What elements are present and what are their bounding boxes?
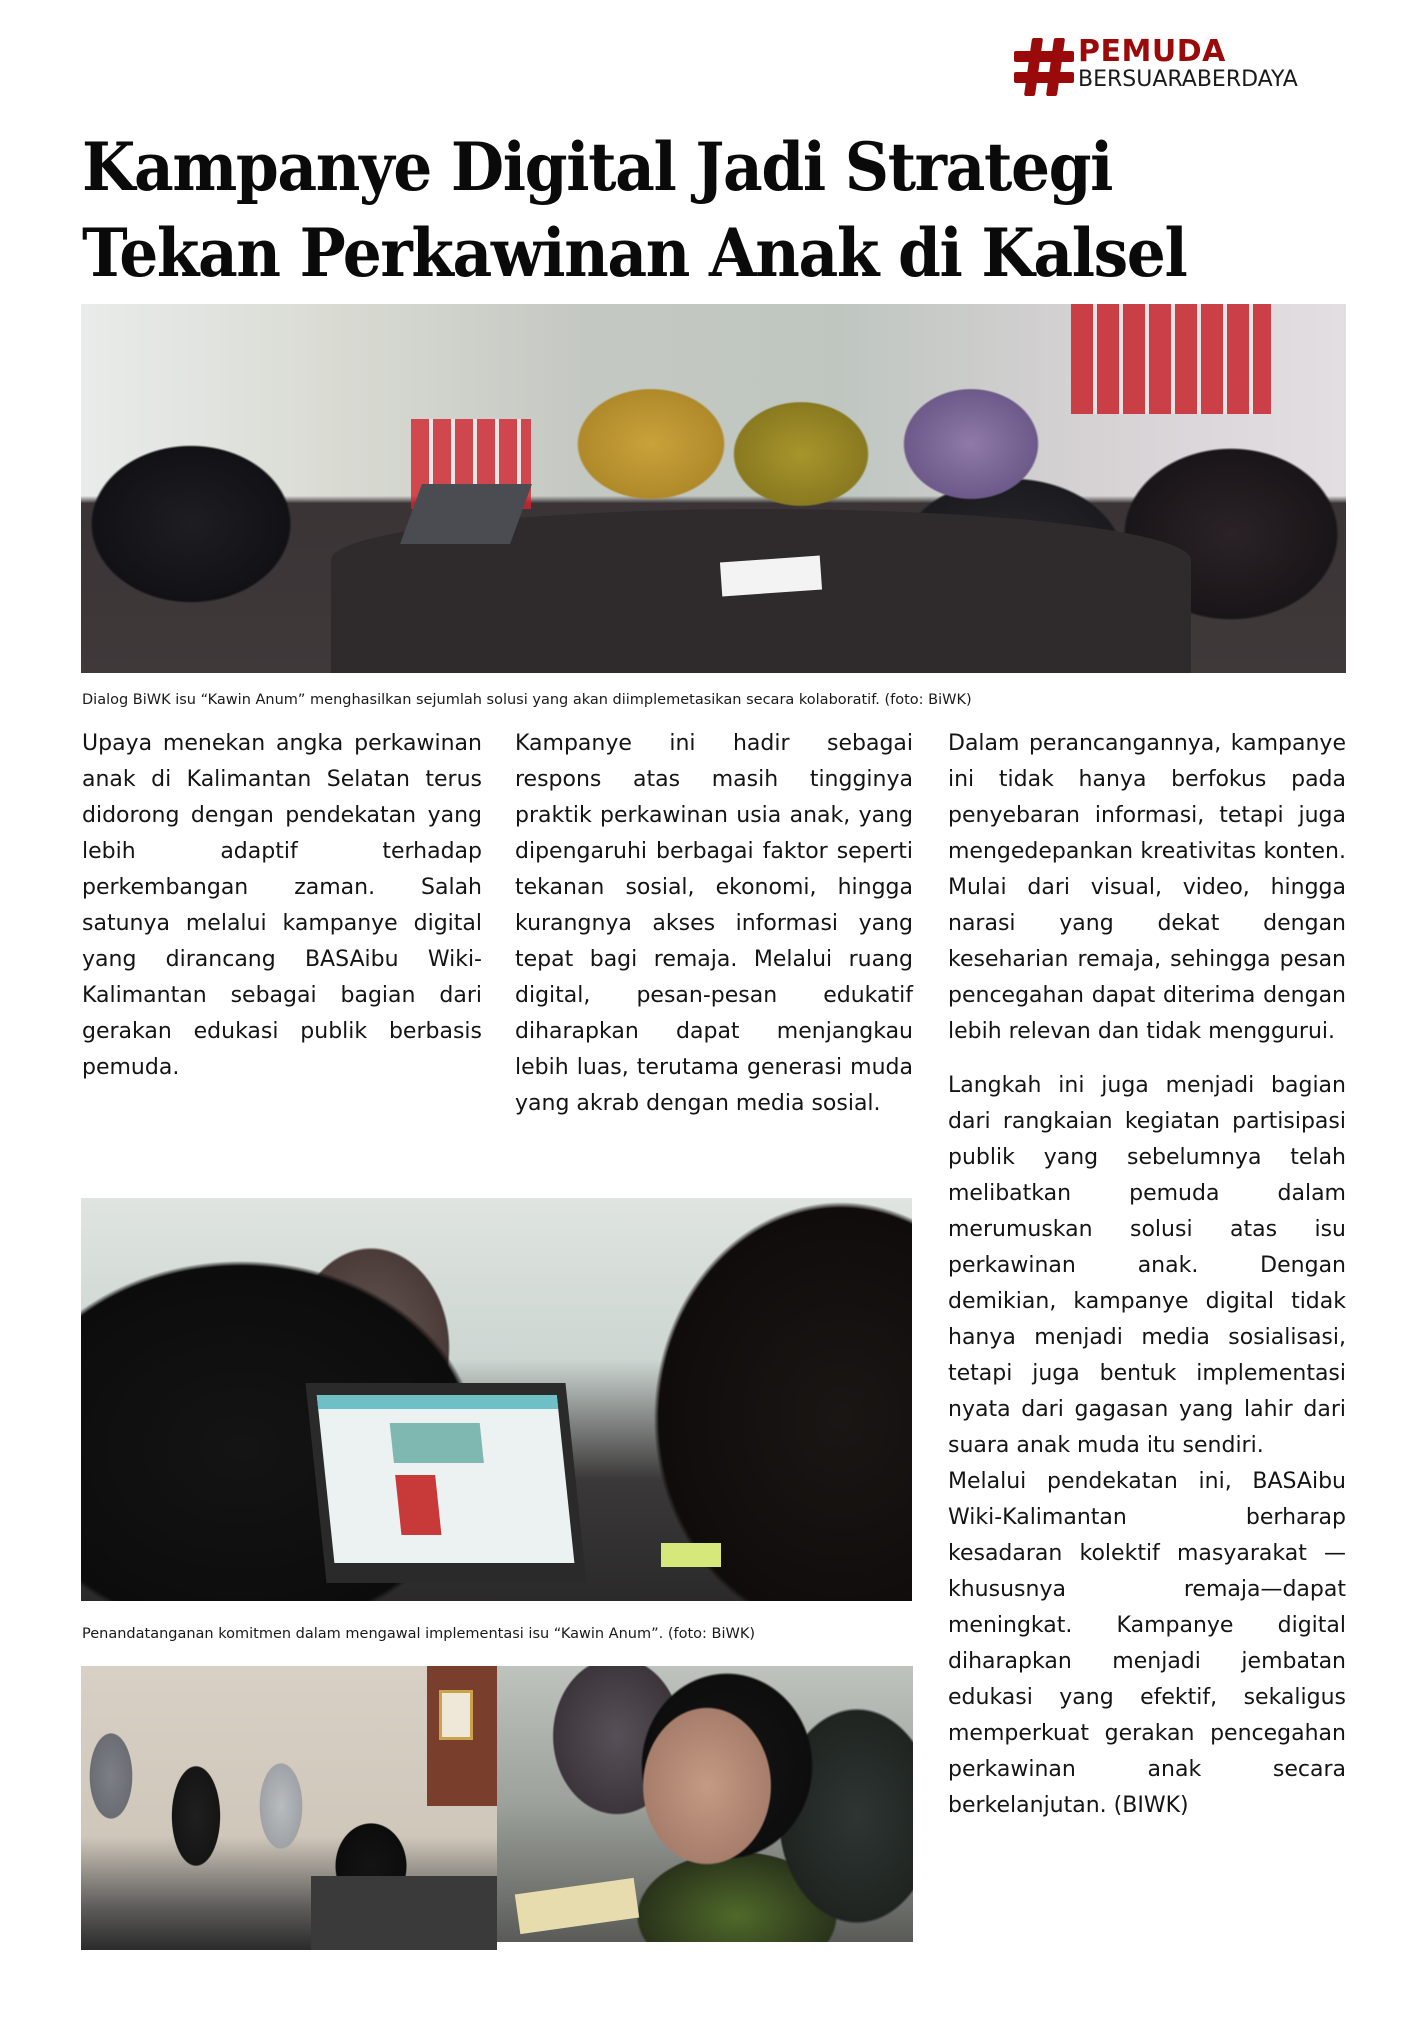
sticky-note [661, 1543, 721, 1567]
article-column-2 [515, 726, 913, 1122]
photo-commitment-signing [81, 1666, 497, 1950]
laptop [400, 484, 532, 544]
headline-line-1: Kampanye Digital Jadi Strategi [82, 128, 1113, 206]
headline-line-2: Tekan Perkawinan Anak di Kalsel [82, 214, 1187, 292]
paragraph: Melalui pendekatan ini, BASAibu Wiki-Kalimantan berharap kesadaran kolektif masyarakat —khususnya remaja—dapat meningkat. Kampanye digital diharapkan menjadi jembatan edukasi yang efektif, sekaligus memperkuat gerakan pencegahan perkawinan anak secara berkelanjutan. (BIWK) [948, 1469, 1346, 1818]
photo-group-dialog [81, 304, 1346, 673]
photo-laptop-design [81, 1198, 912, 1601]
laptop-screen [305, 1383, 586, 1583]
photo-caption-1: Dialog BiWK isu “Kawin Anum” menghasilkan sejumlah solusi yang akan diimplemetasikan secara kolaboratif. (foto: BiWK) [82, 692, 972, 708]
notebook [515, 1878, 639, 1934]
article-headline [82, 124, 1198, 296]
paragraph: Kampanye ini hadir sebagai respons atas masih tingginya praktik perkawinan usia anak, yang dipengaruhi berbagai faktor seperti tekanan sosial, ekonomi, hingga kurangnya akses informasi yang tepat bagi remaja. Melalui ruang digital, pesan-pesan edukatif diharapkan dapat menjangkau lebih luas, terutama generasi muda yang akrab dengan media sosial. [515, 731, 913, 1116]
paragraph: Langkah ini juga menjadi bagian dari rangkaian kegiatan partisipasi publik yang sebelumnya telah melibatkan pemuda dalam merumuskan solusi atas isu perkawinan anak. Dengan demikian, kampanye digital tidak hanya menjadi media sosialisasi, tetapi juga bentuk implementasi nyata dari gagasan yang lahir dari suara anak muda itu sendiri. [948, 1073, 1346, 1458]
article-column-1 [82, 726, 482, 1086]
article-column-3 [948, 726, 1346, 1824]
framed-portrait [439, 1690, 473, 1740]
logo-title: PEMUDA [1078, 34, 1226, 69]
paragraph: Upaya menekan angka perkawinan anak di Kalimantan Selatan terus didorong dengan pendekatan yang lebih adaptif terhadap perkembangan zaman. Salah satunya melalui kampanye digital yang dirancang BASAibu Wiki-Kalimantan sebagai bagian dari gerakan edukasi publik berbasis pemuda. [82, 731, 482, 1080]
photo-participant-speaking [497, 1666, 913, 1942]
photo-caption-2: Penandatanganan komitmen dalam mengawal implementasi isu “Kawin Anum”. (foto: BiWK) [82, 1626, 756, 1642]
logo-subtitle: BERSUARABERDAYA [1078, 67, 1298, 92]
nameplate [720, 556, 822, 597]
pemuda-bersuaraberdaya-logo [1014, 34, 1344, 96]
hashtag-icon [1014, 38, 1076, 96]
paragraph: Dalam perancangannya, kampanye ini tidak hanya berfokus pada penyebaran informasi, tetapi juga mengedepankan kreativitas konten. Mulai dari visual, video, hingga narasi yang dekat dengan keseharian remaja, sehingga pesan pencegahan dapat diterima dengan lebih relevan dan tidak menggurui. [948, 731, 1346, 1044]
signing-desk [311, 1876, 497, 1950]
red-chairs [1071, 304, 1271, 414]
